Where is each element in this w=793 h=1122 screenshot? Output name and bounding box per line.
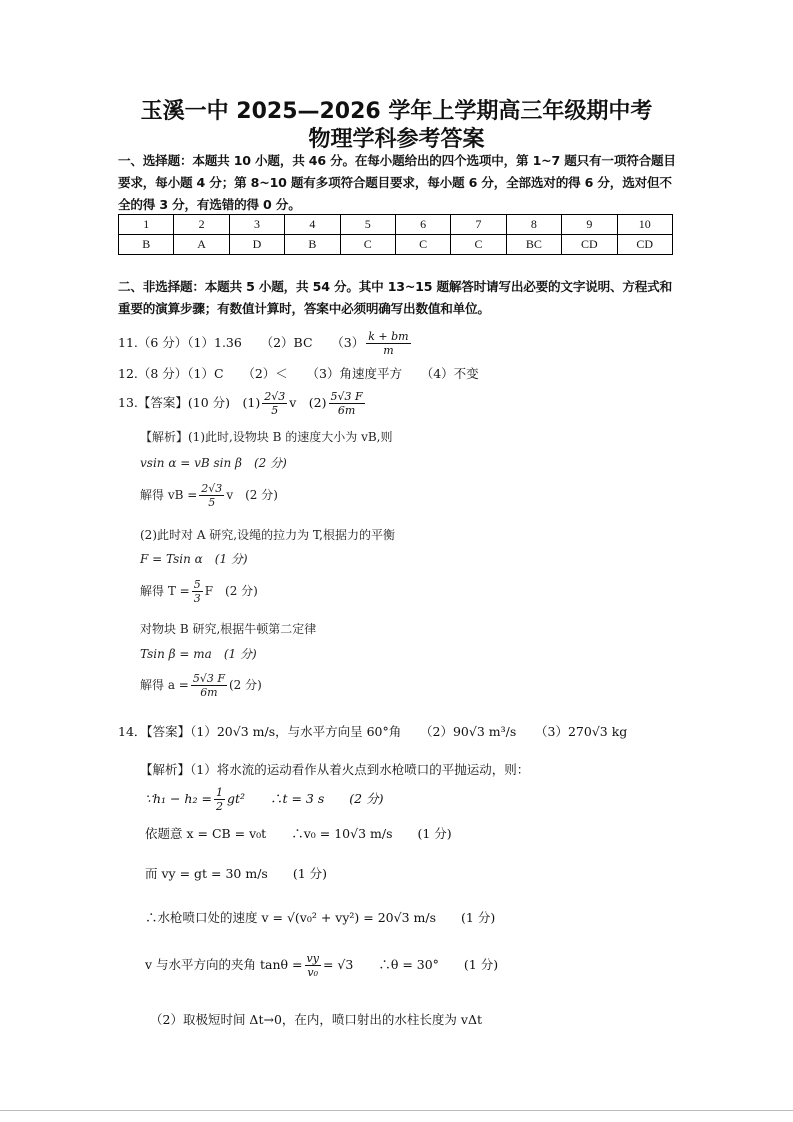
q14-analysis-line-3: 依题意 x = CB = v₀t ∴v₀ = 10√3 m/s (1 分) bbox=[145, 826, 452, 841]
table-cell: C bbox=[451, 235, 506, 255]
q14-l6-post: = √3 ∴θ = 30° (1 分) bbox=[322, 957, 499, 972]
q14-l2-fraction bbox=[214, 786, 225, 813]
table-row-answers bbox=[119, 235, 673, 255]
table-cell: CD bbox=[562, 235, 617, 255]
section2-intro: 二、非选择题：本题共 5 小题，共 54 分。其中 13~15 题解答时请写出必要的文字说明、方程式和重要的演算步骤；有数值计算时，答案中必须明确写出数值和单位。 bbox=[118, 279, 672, 316]
table-cell: 7 bbox=[451, 215, 506, 235]
q13-head: 13.【答案】(10 分) (1) bbox=[118, 395, 261, 410]
table-cell: 1 bbox=[119, 215, 174, 235]
q11-frac-den: m bbox=[383, 344, 394, 357]
q13-a1-tail: v (2) bbox=[289, 395, 327, 410]
q11-frac-num: k + bm bbox=[368, 330, 409, 343]
q13-l9-fraction bbox=[191, 672, 227, 699]
table-cell: 3 bbox=[229, 215, 284, 235]
q11-prefix: 11.（6 分）（1）1.36 （2）BC （3） bbox=[118, 335, 365, 350]
q14-analysis-line-5: ∴水枪喷口处的速度 v = √(v₀² + vy²) = 20√3 m/s (1 分) bbox=[145, 910, 496, 925]
table-cell: B bbox=[119, 235, 174, 255]
q13-l3-den: 5 bbox=[208, 496, 216, 509]
page-bottom-rule bbox=[0, 1110, 793, 1111]
section1-intro: 一、选择题：本题共 10 小题，共 46 分。在每小题给出的四个选项中，第 1~7 题只有一项符合题目要求，每小题 4 分；第 8~10 题有多项符合题目要求，每小题 6 分，全部选对的得 6 分，选对但不全的得 3 分，有选错的得 0 分。 bbox=[118, 153, 676, 212]
table-cell: 4 bbox=[285, 215, 340, 235]
table-cell: A bbox=[174, 235, 229, 255]
table-cell: 9 bbox=[562, 215, 617, 235]
q13-l6-den: 3 bbox=[193, 592, 201, 605]
page-title: 玉溪一中 2025—2026 学年上学期高三年级期中考 bbox=[140, 99, 653, 124]
table-cell: 10 bbox=[617, 215, 672, 235]
q13-a1-fraction bbox=[262, 390, 287, 417]
q13-analysis-line-5: F = Tsin α (1 分) bbox=[140, 552, 248, 566]
q13-l3-num: 2√3 bbox=[201, 482, 223, 495]
q14-l2-den: 2 bbox=[215, 800, 223, 813]
q14-l2-num: 1 bbox=[215, 786, 223, 799]
table-cell: B bbox=[285, 235, 340, 255]
table-cell: 6 bbox=[395, 215, 450, 235]
q13-l9-post: (2 分) bbox=[228, 678, 262, 692]
q13-analysis-line-7: 对物块 B 研究,根据牛顿第二定律 bbox=[140, 622, 317, 636]
q14-l6-den: v₀ bbox=[307, 966, 319, 979]
q14-l6-num: vy bbox=[306, 952, 319, 965]
q13-l3-pre: 解得 vB = bbox=[140, 488, 198, 502]
q13-analysis-line-4: (2)此时对 A 研究,设绳的拉力为 T,根据力的平衡 bbox=[140, 528, 395, 542]
q13-a1-den: 5 bbox=[271, 404, 279, 417]
q13-l6-fraction bbox=[192, 578, 203, 605]
q13-l9-pre: 解得 a = bbox=[140, 678, 189, 692]
q13-answer bbox=[118, 390, 367, 417]
q12-answer: 12.（8 分）（1）C （2）＜ （3）角速度平方 （4）不变 bbox=[118, 366, 479, 381]
q13-a1-num: 2√3 bbox=[264, 390, 286, 403]
q14-analysis-line-4: 而 vy = gt = 30 m/s (1 分) bbox=[145, 866, 328, 881]
q13-a2-fraction bbox=[329, 390, 365, 417]
table-cell: 8 bbox=[506, 215, 561, 235]
q11-fraction bbox=[366, 330, 410, 357]
q14-analysis-line-2 bbox=[145, 786, 383, 813]
q13-l9-den: 6m bbox=[200, 686, 218, 699]
q13-analysis-line-8: Tsin β = ma (1 分) bbox=[140, 647, 257, 661]
table-cell: 5 bbox=[340, 215, 395, 235]
table-cell: C bbox=[340, 235, 395, 255]
q13-analysis-line-1: 【解析】(1)此时,设物块 B 的速度大小为 vB,则 bbox=[140, 430, 393, 444]
q13-analysis-line-6 bbox=[140, 578, 258, 605]
q14-l6-pre: v 与水平方向的夹角 tanθ = bbox=[145, 957, 303, 972]
q13-l6-num: 5 bbox=[193, 578, 201, 591]
q14-l2-pre: ∵h₁ − h₂ = bbox=[145, 791, 212, 806]
q13-a2-num: 5√3 F bbox=[330, 390, 363, 403]
q13-analysis-line-9 bbox=[140, 672, 262, 699]
q13-analysis-line-3 bbox=[140, 482, 278, 509]
q14-answer: 14．【答案】（1）20√3 m/s，与水平方向呈 60°角 （2）90√3 m³/s （3）270√3 kg bbox=[118, 724, 628, 739]
q13-l3-fraction bbox=[199, 482, 224, 509]
q13-l6-pre: 解得 T = bbox=[140, 584, 190, 598]
table-cell: D bbox=[229, 235, 284, 255]
q13-l9-num: 5√3 F bbox=[192, 672, 225, 685]
q13-a2-den: 6m bbox=[337, 404, 356, 417]
q13-analysis-line-2: vsin α = vB sin β (2 分) bbox=[140, 456, 287, 470]
table-cell: 2 bbox=[174, 215, 229, 235]
q13-l6-post: F (2 分) bbox=[204, 584, 258, 598]
q14-l2-post: gt² ∴t = 3 s (2 分) bbox=[226, 791, 384, 806]
q14-analysis-line-1: 【解析】（1）将水流的运动看作从着火点到水枪喷口的平抛运动，则： bbox=[140, 762, 530, 777]
q11-answer bbox=[118, 330, 413, 357]
page-subtitle: 物理学科参考答案 bbox=[308, 127, 485, 152]
table-cell: BC bbox=[506, 235, 561, 255]
q14-analysis-line-6 bbox=[145, 952, 498, 979]
q13-l3-post: v (2 分) bbox=[226, 488, 278, 502]
q14-l6-fraction bbox=[305, 952, 321, 979]
table-cell: CD bbox=[617, 235, 672, 255]
answer-table bbox=[118, 214, 673, 255]
table-cell: C bbox=[395, 235, 450, 255]
table-row-numbers bbox=[119, 215, 673, 235]
q14-analysis-line-7: （2）取极短时间 Δt→0，在内，喷口射出的水柱长度为 vΔt bbox=[150, 1012, 482, 1027]
